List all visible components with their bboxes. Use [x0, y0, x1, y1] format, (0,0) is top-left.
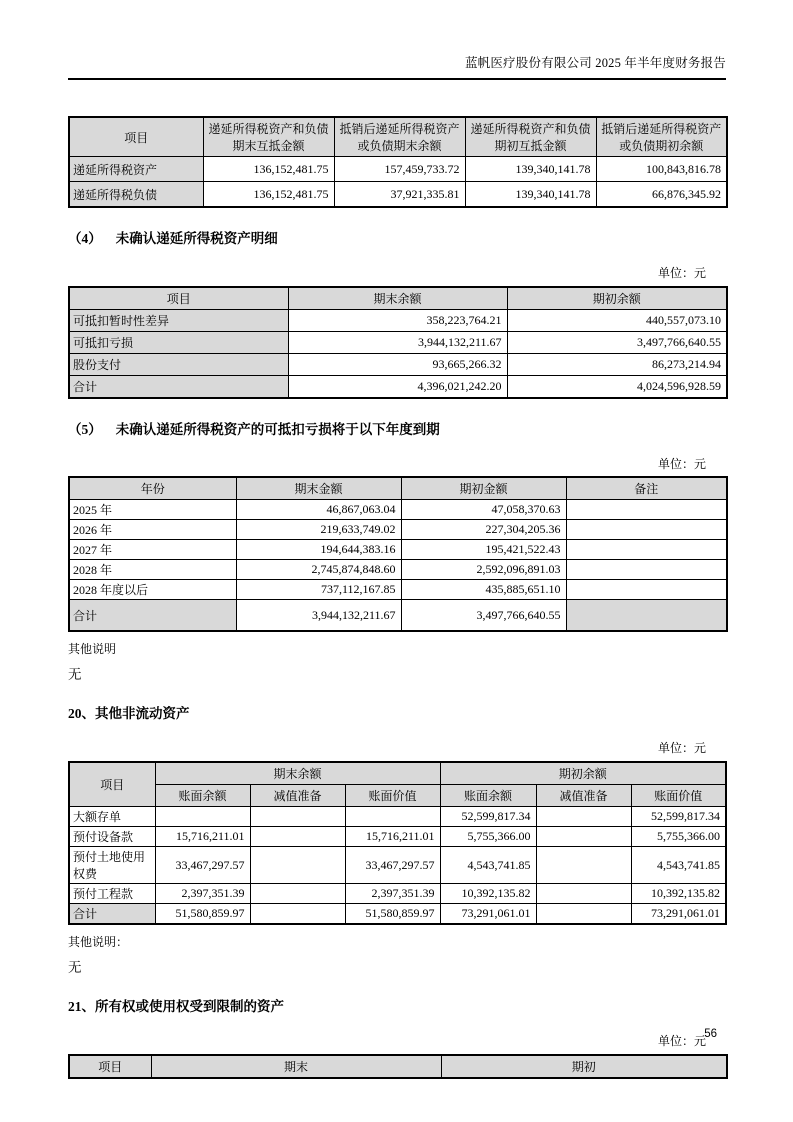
- value-cell: 157,459,733.72: [334, 157, 465, 182]
- value-cell: 5,755,366.00: [631, 827, 726, 847]
- section-4-heading: [68, 227, 726, 247]
- unit-label: 单位：元: [657, 741, 706, 755]
- header-cell: 递延所得税资产和负债期末互抵金额: [203, 117, 334, 157]
- table-row: [69, 540, 727, 560]
- table-row: [69, 827, 726, 847]
- row-label-cell: 2027 年: [69, 540, 236, 560]
- value-cell: 435,885,651.10: [401, 580, 566, 600]
- row-label-cell: 2026 年: [69, 520, 236, 540]
- row-label-cell: 2028 年度以后: [69, 580, 236, 600]
- value-cell: 3,944,132,211.67: [236, 600, 401, 632]
- value-cell: 52,599,817.34: [440, 807, 536, 827]
- header-cell: 减值准备: [536, 785, 631, 807]
- value-cell: 5,755,366.00: [440, 827, 536, 847]
- header-cell: 项目: [69, 287, 288, 310]
- table-row: [69, 157, 727, 182]
- table-header-row: [69, 1055, 727, 1078]
- value-cell: 93,665,266.32: [288, 354, 507, 376]
- header-cell: 期末金额: [236, 477, 401, 500]
- value-cell: 194,644,383.16: [236, 540, 401, 560]
- header-cell: 年份: [69, 477, 236, 500]
- other-note-value: 无: [68, 960, 82, 975]
- section-title: 未确认递延所得税资产的可抵扣亏损将于以下年度到期: [115, 422, 440, 437]
- table-row: [69, 580, 727, 600]
- value-cell: 33,467,297.57: [345, 847, 440, 884]
- report-title: 蓝帆医疗股份有限公司 2025 年半年度财务报告: [464, 56, 726, 70]
- row-label-cell: 大额存单: [69, 807, 155, 827]
- section-number: （5）: [68, 422, 102, 437]
- value-cell: 4,543,741.85: [631, 847, 726, 884]
- page-number: 56: [704, 1028, 717, 1040]
- row-label-cell: 合计: [69, 904, 155, 925]
- section-number: （4）: [68, 231, 102, 246]
- header-cell: 期末余额: [288, 287, 507, 310]
- header-cell: 期初余额: [507, 287, 727, 310]
- value-cell: 100,843,816.78: [596, 157, 727, 182]
- value-cell: 15,716,211.01: [345, 827, 440, 847]
- value-cell: [536, 884, 631, 904]
- row-label-cell: 可抵扣暂时性差异: [69, 310, 288, 332]
- other-note-label: 其他说明：: [68, 935, 129, 949]
- table-row: [69, 354, 727, 376]
- table-header-row: [69, 287, 727, 310]
- value-cell: 136,152,481.75: [203, 182, 334, 208]
- table-total-row: [69, 904, 726, 925]
- note-cell: [566, 500, 727, 520]
- value-cell: 136,152,481.75: [203, 157, 334, 182]
- value-cell: 73,291,061.01: [631, 904, 726, 925]
- restricted-assets-table: [68, 1054, 728, 1079]
- deferred-tax-offset-table: [68, 116, 728, 208]
- table-row: [69, 560, 727, 580]
- section-20-heading: [68, 702, 726, 722]
- row-label-cell: 合计: [69, 600, 236, 632]
- value-cell: 139,340,141.78: [465, 157, 596, 182]
- value-cell: [155, 807, 250, 827]
- header-cell: 备注: [566, 477, 727, 500]
- table-row: [69, 884, 726, 904]
- value-cell: 37,921,335.81: [334, 182, 465, 208]
- section-5-heading: [68, 418, 726, 438]
- value-cell: [536, 847, 631, 884]
- value-cell: 358,223,764.21: [288, 310, 507, 332]
- value-cell: 4,396,021,242.20: [288, 376, 507, 399]
- value-cell: [250, 807, 345, 827]
- unrecognized-dta-table: [68, 286, 728, 399]
- table-header-row: [69, 762, 726, 785]
- row-label-cell: 可抵扣亏损: [69, 332, 288, 354]
- value-cell: 10,392,135.82: [440, 884, 536, 904]
- section-title: 未确认递延所得税资产明细: [115, 231, 278, 246]
- value-cell: 440,557,073.10: [507, 310, 727, 332]
- note-cell: [566, 540, 727, 560]
- header-cell: 期末: [151, 1055, 441, 1078]
- header-cell: 期初金额: [401, 477, 566, 500]
- value-cell: 139,340,141.78: [465, 182, 596, 208]
- row-label-cell: 递延所得税资产: [69, 157, 203, 182]
- value-cell: [536, 827, 631, 847]
- header-cell: 项目: [69, 117, 203, 157]
- header-cell: 账面价值: [631, 785, 726, 807]
- loss-expiry-table: [68, 476, 728, 632]
- header-cell: 账面价值: [345, 785, 440, 807]
- table-header-row: [69, 117, 727, 157]
- value-cell: 66,876,345.92: [596, 182, 727, 208]
- value-cell: 51,580,859.97: [345, 904, 440, 925]
- table-row: [69, 332, 727, 354]
- value-cell: 15,716,211.01: [155, 827, 250, 847]
- value-cell: 47,058,370.63: [401, 500, 566, 520]
- table-total-row: [69, 600, 727, 632]
- table-row: [69, 182, 727, 208]
- value-cell: 52,599,817.34: [631, 807, 726, 827]
- value-cell: 4,543,741.85: [440, 847, 536, 884]
- header-cell: 抵销后递延所得税资产或负债期末余额: [334, 117, 465, 157]
- value-cell: 195,421,522.43: [401, 540, 566, 560]
- row-label-cell: 预付设备款: [69, 827, 155, 847]
- row-label-cell: 2028 年: [69, 560, 236, 580]
- value-cell: 227,304,205.36: [401, 520, 566, 540]
- other-note-label: 其他说明: [68, 642, 117, 656]
- row-label-cell: 预付土地使用权费: [69, 847, 155, 884]
- unit-label: 单位：元: [657, 457, 706, 471]
- value-cell: 73,291,061.01: [440, 904, 536, 925]
- row-label-cell: 股份支付: [69, 354, 288, 376]
- header-cell: 项目: [69, 1055, 151, 1078]
- section-title: 其他非流动资产: [95, 706, 190, 721]
- value-cell: 86,273,214.94: [507, 354, 727, 376]
- other-noncurrent-assets-table: [68, 761, 727, 925]
- table-row: [69, 847, 726, 884]
- table-row: [69, 310, 727, 332]
- value-cell: 4,024,596,928.59: [507, 376, 727, 399]
- value-cell: 33,467,297.57: [155, 847, 250, 884]
- value-cell: 2,397,351.39: [345, 884, 440, 904]
- value-cell: [250, 847, 345, 884]
- row-label-cell: 2025 年: [69, 500, 236, 520]
- row-label-cell: 递延所得税负债: [69, 182, 203, 208]
- section-title: 所有权或使用权受到限制的资产: [95, 999, 284, 1014]
- value-cell: 3,497,766,640.55: [507, 332, 727, 354]
- value-cell: [345, 807, 440, 827]
- value-cell: 3,497,766,640.55: [401, 600, 566, 632]
- row-label-cell: 合计: [69, 376, 288, 399]
- value-cell: 3,944,132,211.67: [288, 332, 507, 354]
- note-cell: [566, 520, 727, 540]
- table-row: [69, 807, 726, 827]
- value-cell: 2,745,874,848.60: [236, 560, 401, 580]
- value-cell: [250, 827, 345, 847]
- header-cell: 期初余额: [440, 762, 726, 785]
- header-cell: 账面余额: [440, 785, 536, 807]
- value-cell: 219,633,749.02: [236, 520, 401, 540]
- section-number: 20、: [68, 706, 95, 721]
- header-cell: 期末余额: [155, 762, 440, 785]
- document-header: [68, 0, 726, 80]
- header-cell: 项目: [69, 762, 155, 807]
- header-cell: 减值准备: [250, 785, 345, 807]
- header-cell: 抵销后递延所得税资产或负债期初余额: [596, 117, 727, 157]
- unit-label: 单位：元: [657, 1034, 706, 1048]
- table-row: [69, 500, 727, 520]
- value-cell: [250, 884, 345, 904]
- header-cell: 账面余额: [155, 785, 250, 807]
- value-cell: 51,580,859.97: [155, 904, 250, 925]
- value-cell: [536, 807, 631, 827]
- value-cell: [536, 904, 631, 925]
- value-cell: 2,592,096,891.03: [401, 560, 566, 580]
- value-cell: 2,397,351.39: [155, 884, 250, 904]
- header-cell: 递延所得税资产和负债期初互抵金额: [465, 117, 596, 157]
- section-21-heading: [68, 995, 726, 1015]
- row-label-cell: 预付工程款: [69, 884, 155, 904]
- other-note-value: 无: [68, 667, 82, 682]
- section-number: 21、: [68, 999, 95, 1014]
- table-total-row: [69, 376, 727, 399]
- value-cell: [250, 904, 345, 925]
- table-subheader-row: [69, 785, 726, 807]
- table-row: [69, 520, 727, 540]
- table-header-row: [69, 477, 727, 500]
- value-cell: 10,392,135.82: [631, 884, 726, 904]
- value-cell: 737,112,167.85: [236, 580, 401, 600]
- note-cell: [566, 600, 727, 632]
- unit-label: 单位：元: [657, 266, 706, 280]
- note-cell: [566, 580, 727, 600]
- note-cell: [566, 560, 727, 580]
- header-cell: 期初: [441, 1055, 727, 1078]
- value-cell: 46,867,063.04: [236, 500, 401, 520]
